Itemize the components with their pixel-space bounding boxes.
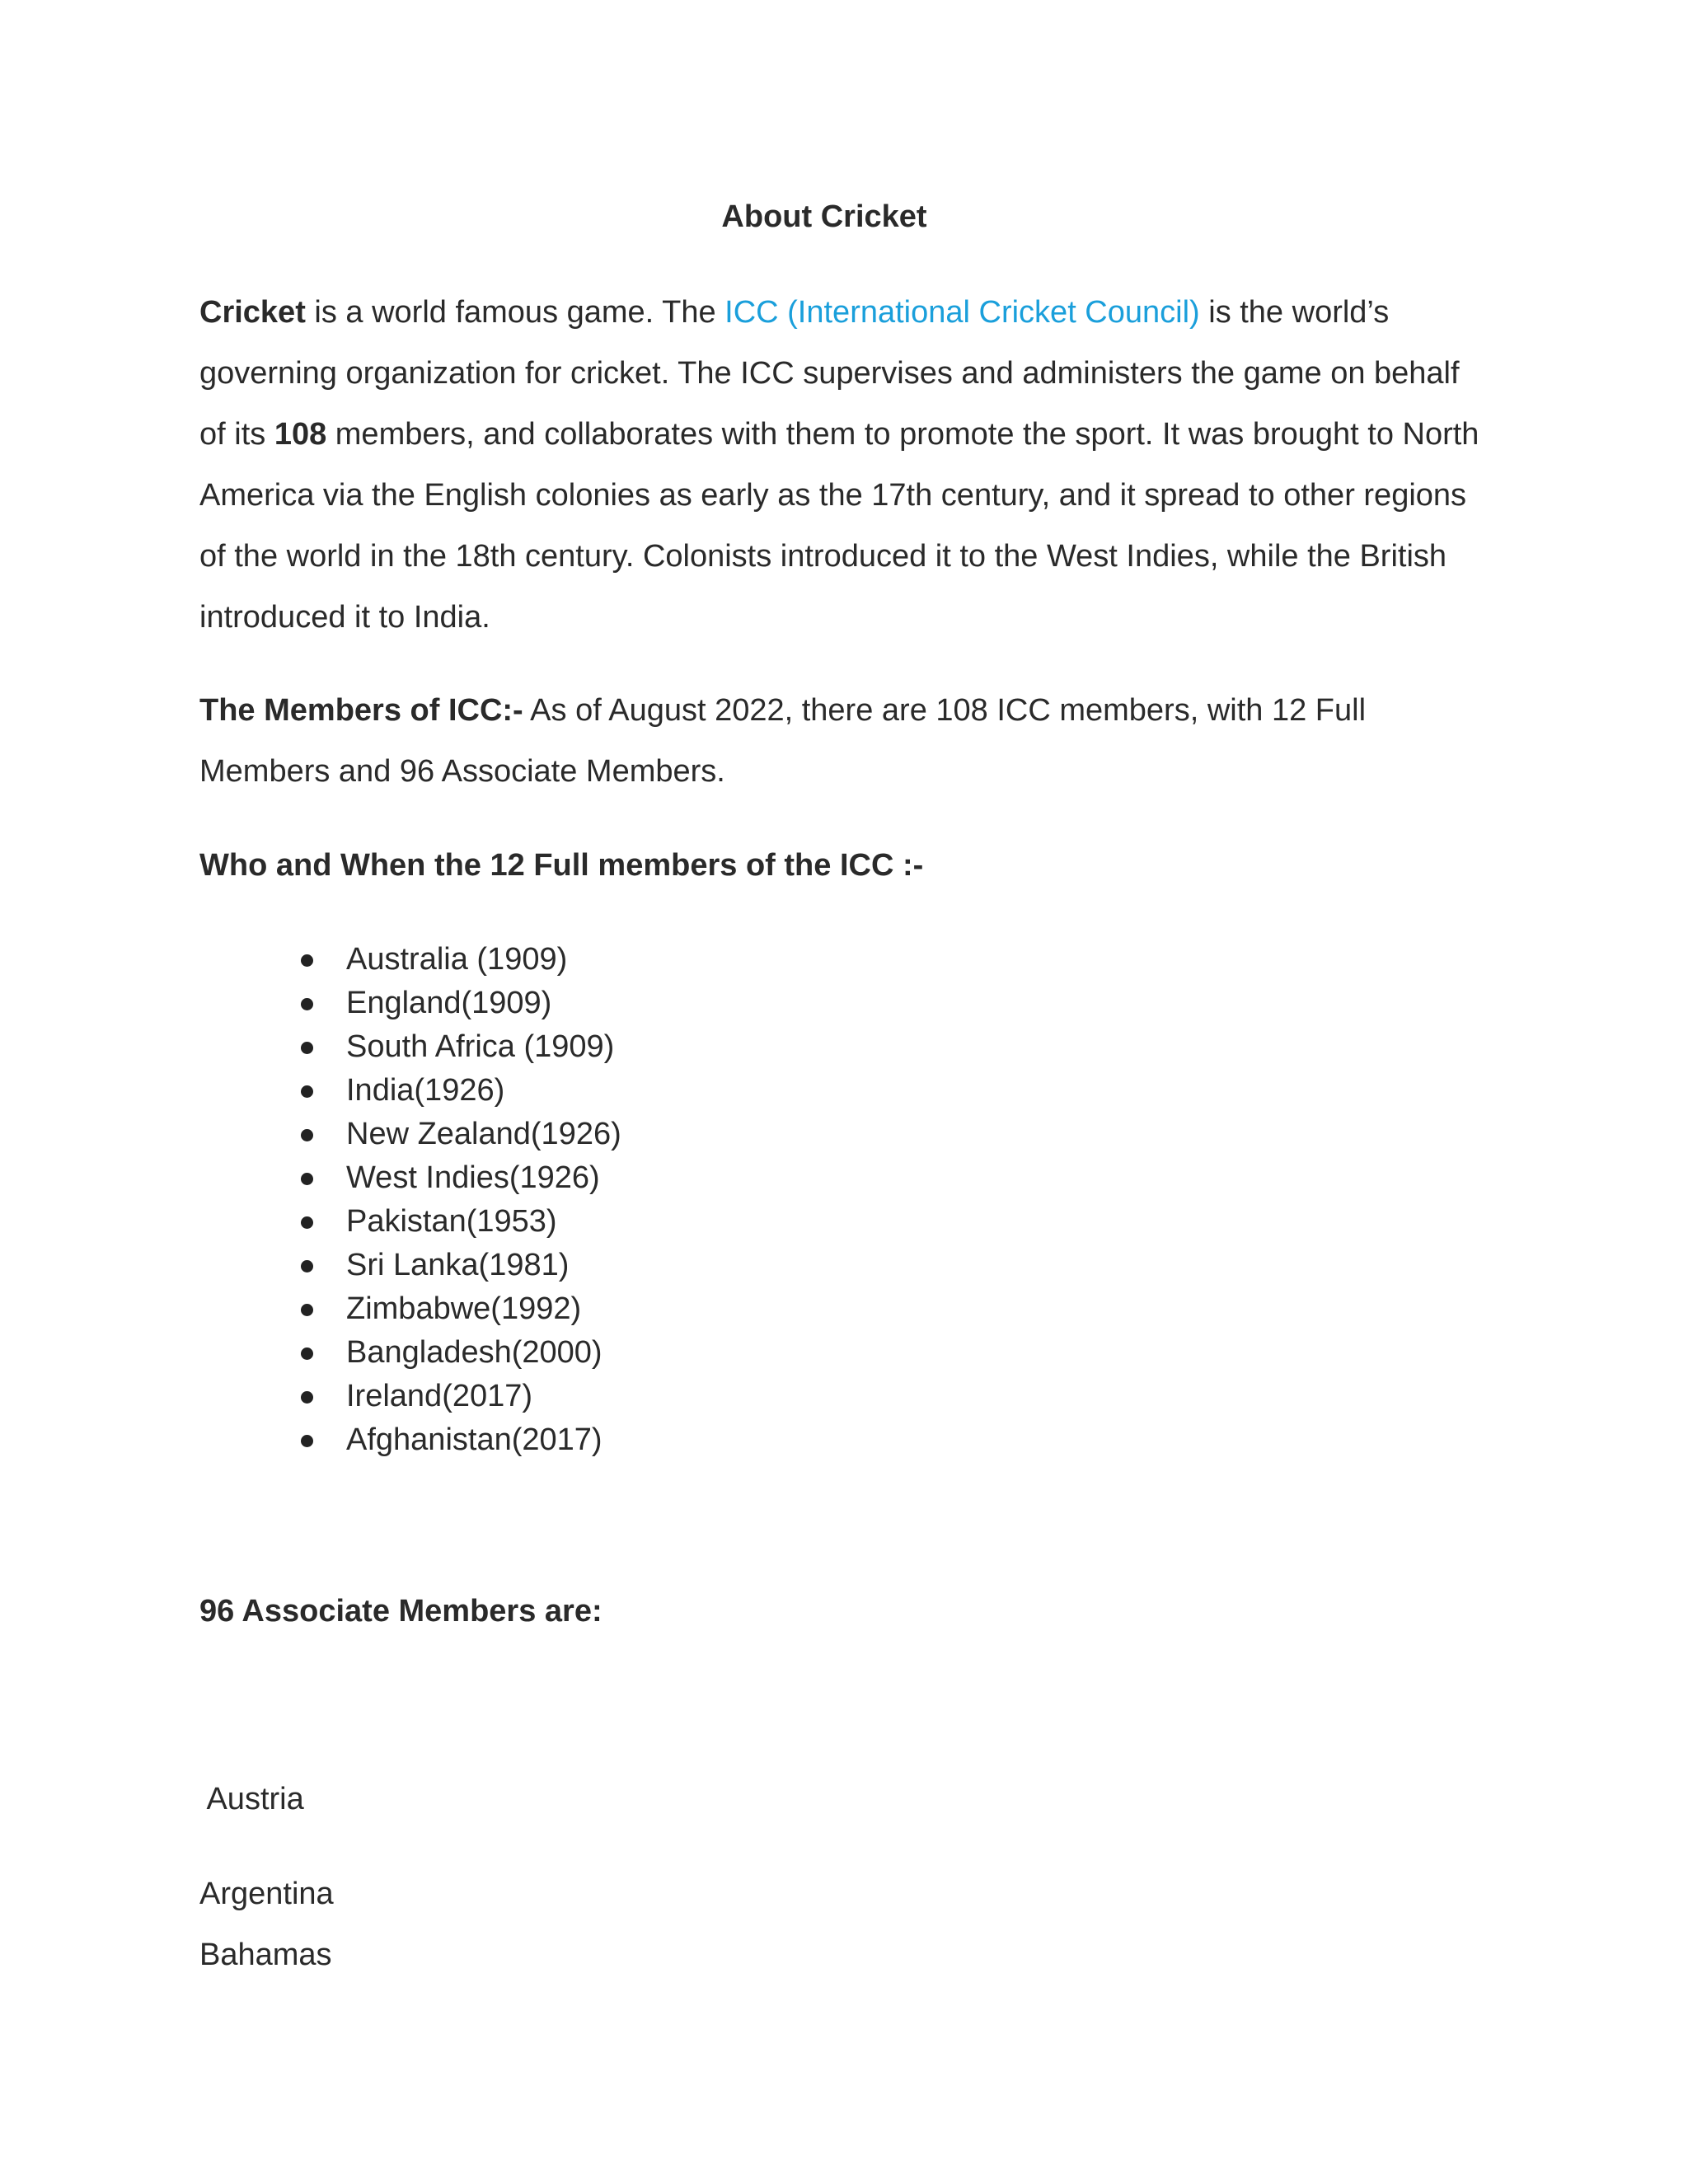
list-item-label: England(1909) — [346, 986, 552, 1020]
members-count-bold: 108 — [274, 417, 327, 452]
list-item — [297, 1069, 621, 1113]
icc-link[interactable]: ICC (International Cricket Council) — [724, 295, 1200, 330]
bullet-icon — [301, 1085, 313, 1098]
bullet-icon — [301, 1435, 313, 1447]
cricket-bold-text: Cricket — [199, 295, 306, 330]
members-paragraph — [199, 680, 1485, 802]
associate-member-austria: Austria — [199, 1782, 304, 1816]
list-item-label: Ireland(2017) — [346, 1379, 533, 1413]
bullet-icon — [301, 954, 313, 967]
list-item-label: Afghanistan(2017) — [346, 1422, 603, 1457]
list-item-label: West Indies(1926) — [346, 1160, 600, 1195]
bullet-icon — [301, 1260, 313, 1272]
list-item-label: South Africa (1909) — [346, 1029, 615, 1064]
bullet-icon — [301, 1042, 313, 1054]
bullet-icon — [301, 1304, 313, 1316]
list-item — [297, 1375, 621, 1418]
list-item-label: Sri Lanka(1981) — [346, 1248, 570, 1282]
page-title: About Cricket — [721, 199, 927, 234]
intro-paragraph — [199, 282, 1485, 648]
associate-member-bahamas: Bahamas — [199, 1938, 332, 1972]
members-label: The Members of ICC:- — [199, 693, 523, 728]
bullet-icon — [301, 1216, 313, 1229]
bullet-icon — [301, 998, 313, 1010]
intro-text-2: is the world’s governing organization for cricket. The ICC supervises and administers the game on behalf of its — [199, 295, 1460, 452]
list-item-label: Zimbabwe(1992) — [346, 1291, 582, 1326]
list-item — [297, 1113, 621, 1156]
list-item — [297, 982, 621, 1025]
members-text: As of August 2022, there are 108 ICC members, with 12 Full Members and 96 Associate Members. — [199, 693, 1367, 789]
list-item — [297, 938, 621, 982]
associate-member-argentina: Argentina — [199, 1877, 334, 1911]
list-item — [297, 1418, 621, 1462]
list-item-label: Pakistan(1953) — [346, 1204, 557, 1239]
list-item-label: New Zealand(1926) — [346, 1117, 621, 1151]
list-item — [297, 1200, 621, 1244]
list-item — [297, 1244, 621, 1287]
bullet-icon — [301, 1129, 313, 1141]
list-item-label: Australia (1909) — [346, 942, 568, 977]
intro-text-3: members, and collaborates with them to promote the sport. It was brought to North America via the English colonies as early as the 17th century, and it spread to other regions of the world in the 18th century. Colonists introduced it to the West Indies, while the British introduced it to India. — [199, 417, 1479, 635]
associate-members-heading: 96 Associate Members are: — [199, 1594, 603, 1629]
list-item — [297, 1156, 621, 1200]
bullet-icon — [301, 1391, 313, 1404]
intro-text-1: is a world famous game. The — [305, 295, 725, 330]
bullet-icon — [301, 1173, 313, 1185]
list-item-label: India(1926) — [346, 1073, 505, 1108]
list-item-label: Bangladesh(2000) — [346, 1335, 603, 1370]
full-members-heading: Who and When the 12 Full members of the ICC :- — [199, 848, 924, 883]
list-item — [297, 1287, 621, 1331]
full-members-list — [297, 938, 621, 1462]
list-item — [297, 1331, 621, 1375]
bullet-icon — [301, 1347, 313, 1360]
list-item — [297, 1025, 621, 1069]
